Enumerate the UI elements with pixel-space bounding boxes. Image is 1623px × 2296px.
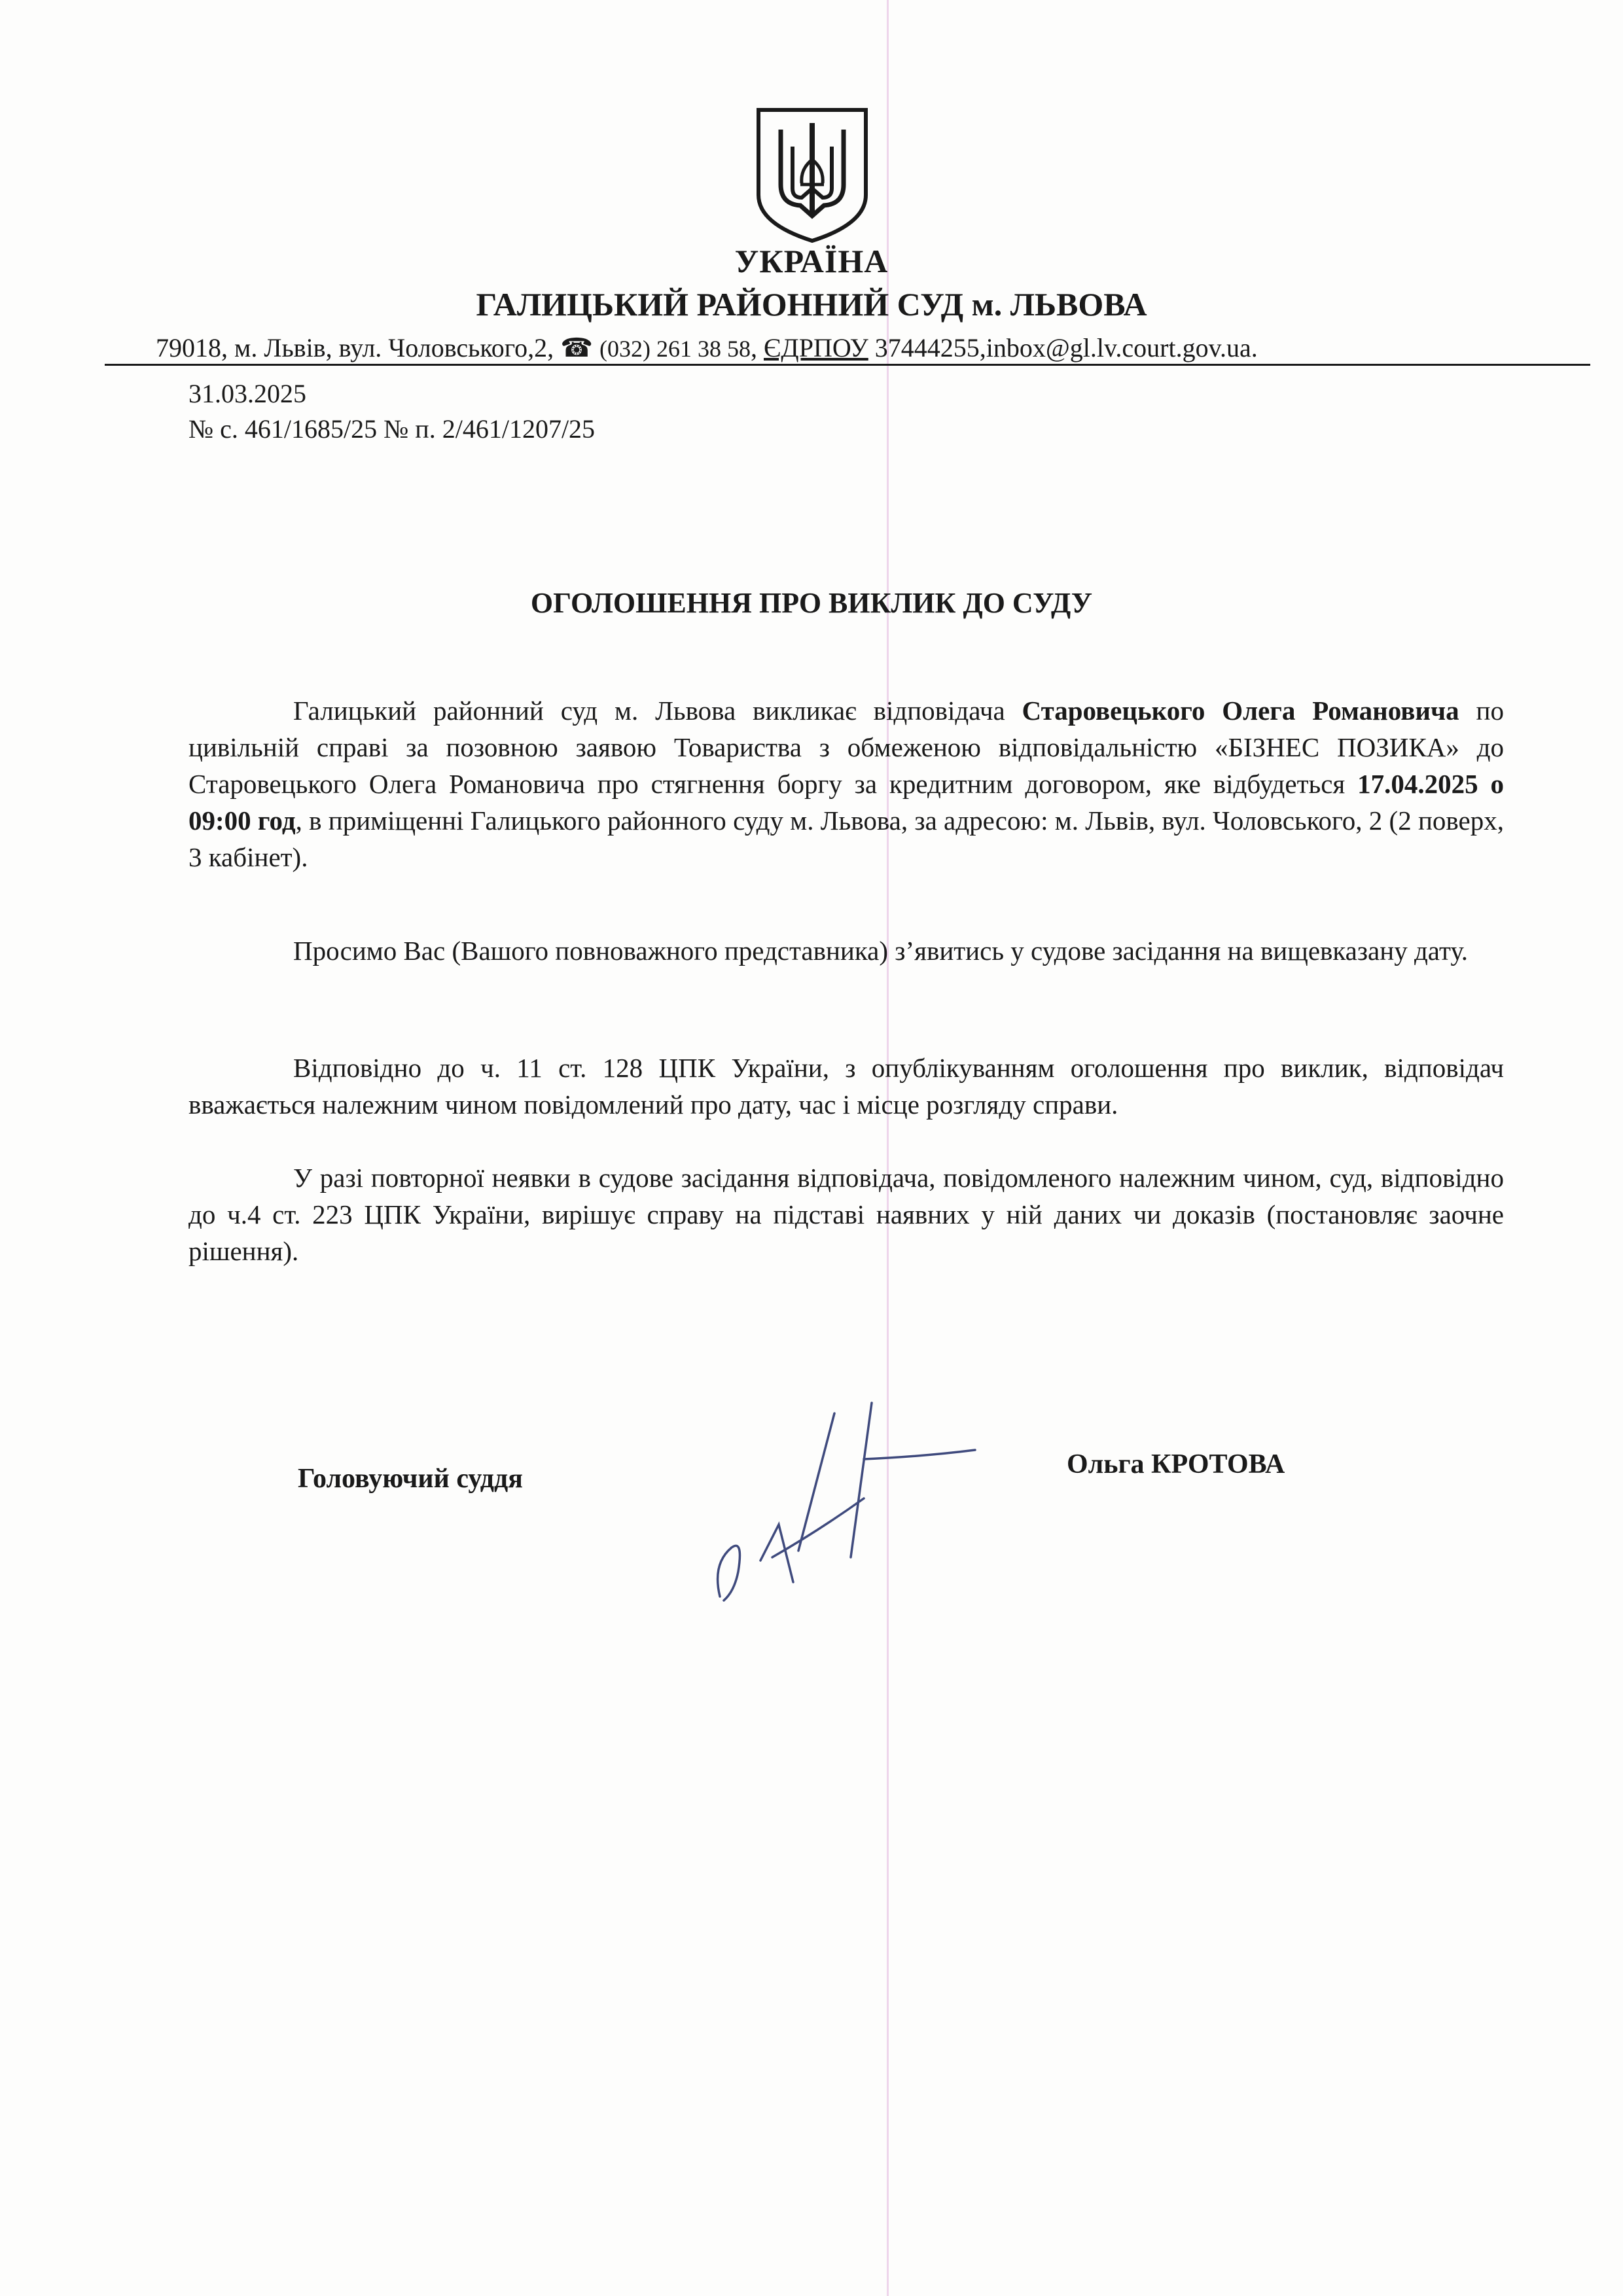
country-heading: УКРАЇНА [734,243,889,279]
address-text: 79018, м. Львів, вул. Чоловського,2, [156,333,554,362]
judge-name: Ольга КРОТОВА [1067,1449,1285,1479]
document-date: 31.03.2025 [188,379,306,408]
summons-text-middle: по цивільній справі за позовною заявою Товариства з обмеженою відповідальністю «БІЗНЕС ПОЗИКА» до Старовецького Олега Романовича про стягнення боргу за кредитним договором, яке відбудеться [188,696,1504,799]
summons-text-start: Галицький районний суд м. Львова викликає відповідача [293,696,1022,726]
request-paragraph: Просимо Вас (Вашого повноважного представника) з’явитись у судове засідання на вищевказану дату. [293,936,1468,966]
defendant-name: Старовецького Олега Романовича [1022,696,1459,726]
edrpou-label: ЄДРПОУ [764,333,868,362]
summons-text-end: , в приміщенні Галицького районного суду м. Львова, за адресою: м. Львів, вул. Чоловського, 2 (2 поверх, 3 кабінет). [188,805,1504,872]
court-address-line: 79018, м. Львів, вул. Чоловського,2, ☎ (032) 261 38 58, ЄДРПОУ 37444255,inbox@gl.lv.court.gov.ua. [156,333,1258,362]
hearing-datetime: 17.04.2025 о 09:00 год [188,769,1505,836]
document-title: ОГОЛОШЕННЯ ПРО ВИКЛИК ДО СУДУ [530,587,1093,619]
court-name-heading: ГАЛИЦЬКИЙ РАЙОННИЙ СУД м. ЛЬВОВА [476,286,1147,323]
default-judgment-paragraph: У разі повторної неявки в судове засідання відповідача, повідомленого належним чином, суд, відповідно до ч.4 ст. 223 ЦПК України, вирішує справу на підставі наявних у ній даних чи доказів (постановляє заочне рішення). [188,1163,1504,1266]
header-divider [105,364,1590,366]
presiding-judge-label: Головуючий суддя [298,1464,523,1494]
coat-of-arms-icon [755,106,870,245]
handwritten-signature [700,1400,988,1616]
telephone-icon: ☎ [560,333,594,362]
edrpou-and-email: 37444255,inbox@gl.lv.court.gov.ua. [874,333,1258,362]
phone-number: (032) 261 38 58 [599,336,751,362]
notice-paragraph: Відповідно до ч. 11 ст. 128 ЦПК України, з опублікуванням оголошення про виклик, відповідач вважається належним чином повідомлений про дату, час і місце розгляду справи. [188,1053,1504,1120]
summons-paragraph [188,692,1504,875]
case-numbers: № с. 461/1685/25 № п. 2/461/1207/25 [188,414,596,444]
